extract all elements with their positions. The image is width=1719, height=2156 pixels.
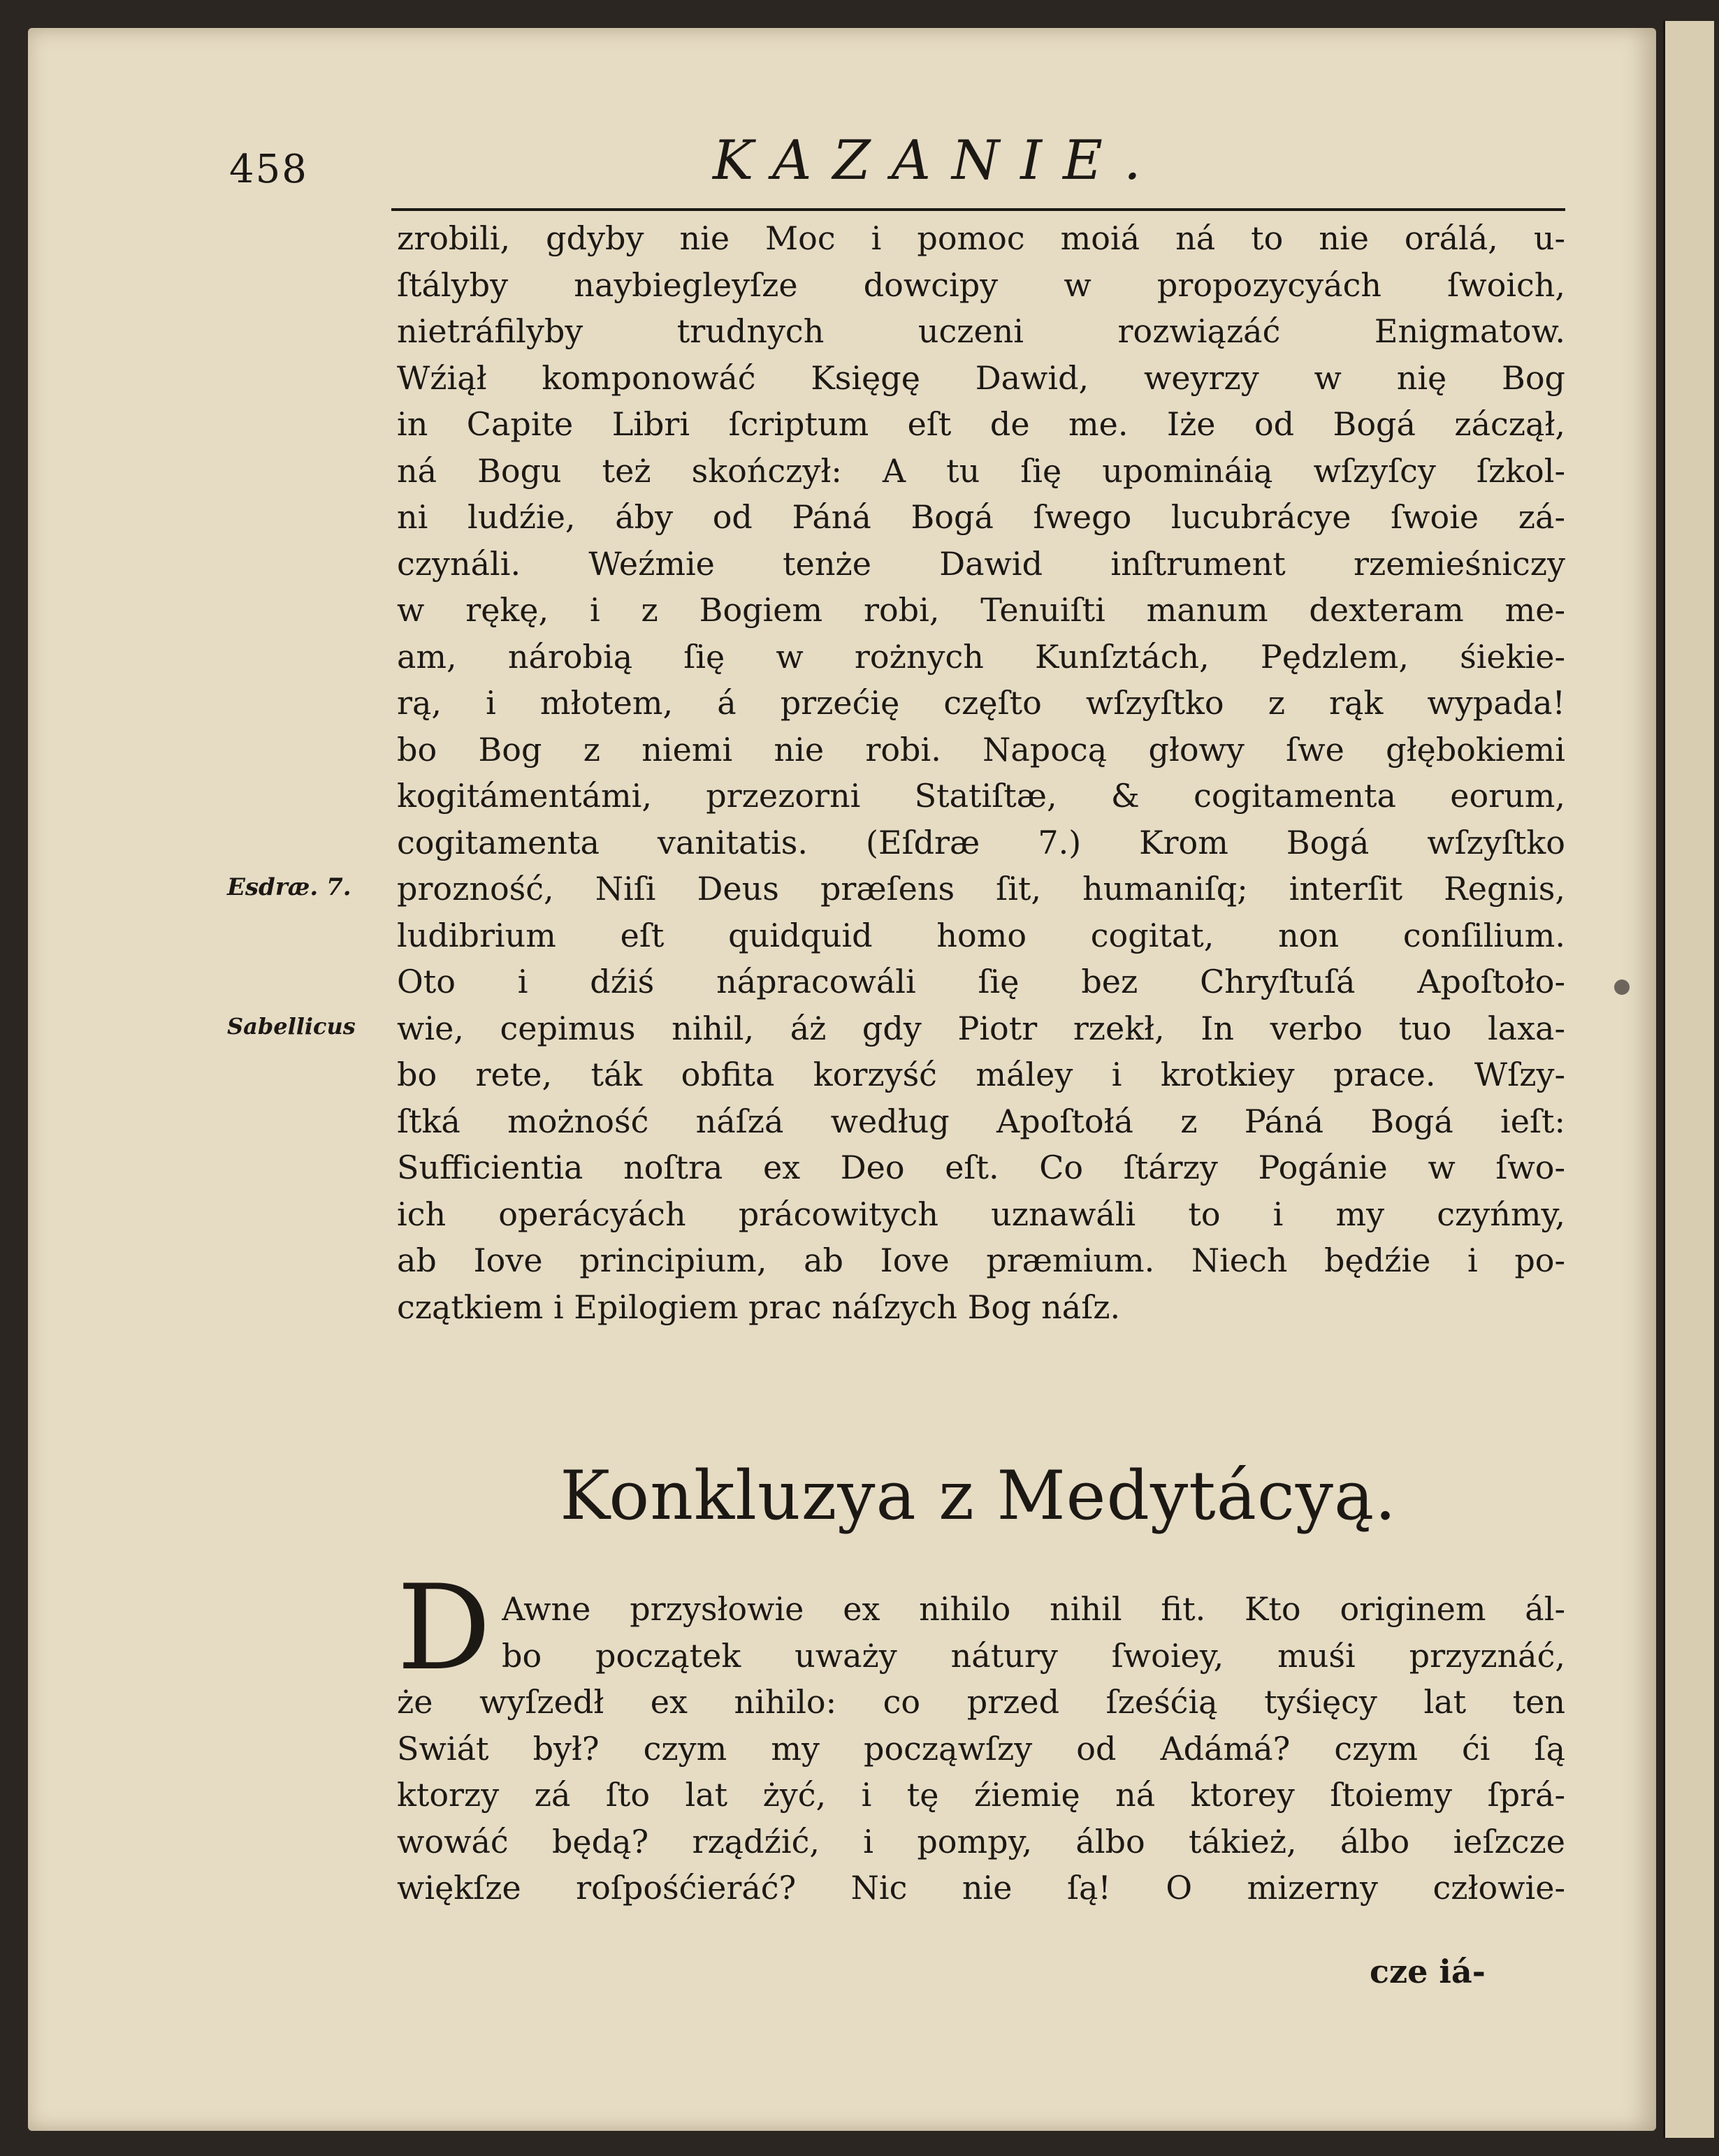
ink-blot [1614, 979, 1630, 995]
page-number: 458 [229, 147, 308, 192]
text-line: ich operácyách prácowitych uznawáli to i my czyńmy, [397, 1195, 1565, 1233]
paragraph-1 [397, 215, 1565, 1330]
text-line: zrobili, gdyby nie Moc i pomoc moiá ná to nie orálá, u- [397, 219, 1565, 257]
text-line: ni ludźie, áby od Páná Bogá ſwego lucubrácye ſwoie zá- [397, 498, 1565, 536]
text-line: więkſze roſpośćieráć? Nic nie ſą! O mizerny człowie- [397, 1869, 1565, 1907]
text-line: bo Bog z niemi nie robi. Napocą głowy ſwe głębokiemi [397, 730, 1565, 769]
text-line: ſtályby naybiegleyſze dowcipy w propozycyách ſwoich, [397, 265, 1565, 304]
text-line: in Capite Libri ſcriptum eſt de me. Iże od Bogá záczął, [397, 405, 1565, 443]
book-page [28, 28, 1656, 2131]
drop-cap: D [397, 1559, 491, 1696]
text-line: prozność, Niſi Deus præſens ſit, humaniſq; interſit Regnis, [397, 870, 1565, 908]
text-line: bo rete, ták obfita korzyść máley i krotkiey prace. Wſzy- [397, 1056, 1565, 1093]
text-line: Sufficientia noſtra ex Deo eſt. Co ſtárzy Pogánie w ſwo- [397, 1149, 1565, 1186]
text-line: ludibrium eſt quidquid homo cogitat, non conſilium. [397, 916, 1565, 954]
text-line: czynáli. Weźmie tenże Dawid inſtrument rzemieśniczy [397, 544, 1565, 583]
text-line: kogitámentámi, przezorni Statiſtæ, & cogitamenta eorum, [397, 777, 1565, 815]
adjacent-page-edge [1663, 21, 1714, 2138]
header-rule [391, 208, 1565, 211]
paragraph-2 [397, 1586, 1565, 1911]
margin-note-esdrae: Esdræ. 7. [227, 873, 351, 901]
text-line: w rękę, i z Bogiem robi, Tenuiſti manum dexteram me- [397, 591, 1565, 629]
catchword: cze iá- [1370, 1953, 1486, 1990]
text-line: czątkiem i Epilogiem prac náſzych Bog náſz. [397, 1288, 1121, 1326]
running-head: KAZANIE. [713, 129, 1162, 192]
text-line: wie, cepimus nihil, áż gdy Piotr rzekł, In verbo tuo laxa- [397, 1009, 1565, 1047]
margin-note-sabellicus: Sabellicus [227, 1013, 356, 1040]
text-line: ſtká możność náſzá według Apoſtołá z Páná Bogá ieſt: [397, 1102, 1565, 1140]
text-line: ab Iove principium, ab Iove præmium. Niech będźie i po- [397, 1241, 1565, 1279]
text-line: Awne przysłowie ex nihilo nihil fit. Kto originem ál- [502, 1590, 1565, 1628]
section-heading: Konkluzya z Medytácyą. [560, 1457, 1397, 1535]
text-line: Wźiął komponowáć Księgę Dawid, weyrzy w nię Bog [397, 358, 1565, 397]
text-line: że wyſzedł ex nihilo: co przed ſześćią tyśięcy lat ten [397, 1683, 1565, 1721]
text-line: Oto i dźiś nápracowáli ſię bez Chryſtuſá Apoſtoło- [397, 963, 1565, 1000]
text-line: rą, i młotem, á przećię częſto wſzyſtko z rąk wypada! [397, 684, 1565, 722]
text-line: cogitamenta vanitatis. (Eſdræ 7.) Krom Bogá wſzyſtko [397, 823, 1565, 861]
text-line: bo początek uważy nátury ſwoiey, muśi przyznáć, [502, 1636, 1565, 1675]
text-line: nietráfilyby trudnych uczeni rozwiązáć Enigmatow. [397, 312, 1565, 350]
text-line: Swiát był? czym my począwſzy od Adámá? czym ći ſą [397, 1729, 1565, 1768]
text-line: am, nárobią ſię w rożnych Kunſztách, Pędzlem, śiekie- [397, 637, 1565, 676]
text-line: ktorzy zá ſto lat żyć, i tę źiemię ná ktorey ſtoiemy ſprá- [397, 1776, 1565, 1814]
text-line: wowáć będą? rządźić, i pompy, álbo tákież, álbo ieſzcze [397, 1822, 1565, 1860]
text-line: ná Bogu też skończył: A tu ſię upomináią wſzyſcy ſzkol- [397, 451, 1565, 490]
